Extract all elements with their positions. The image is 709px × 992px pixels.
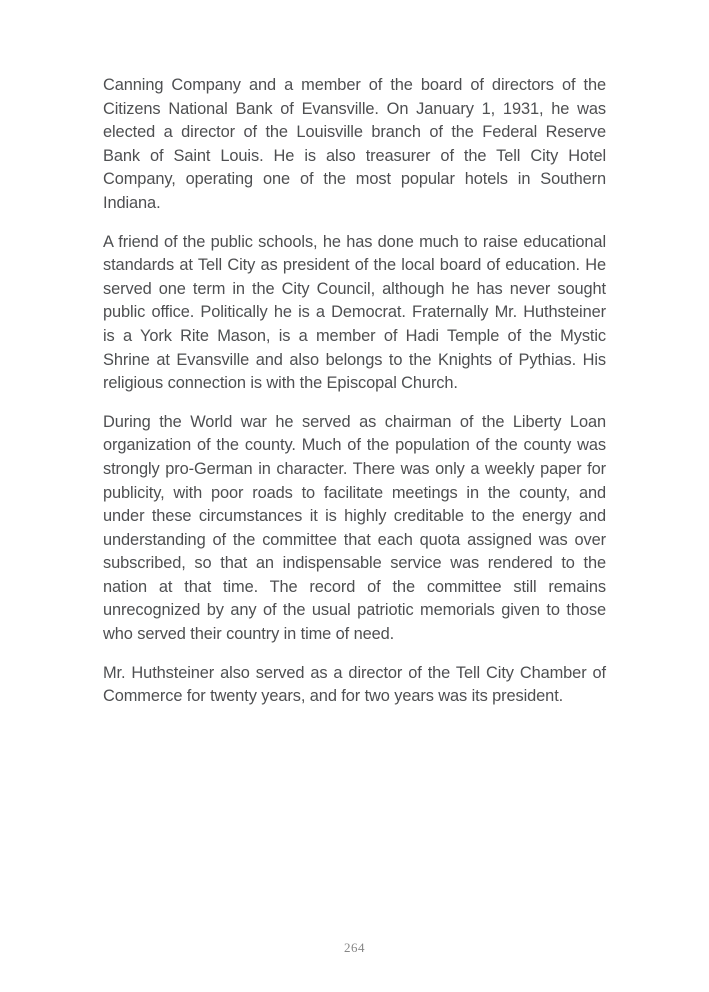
body-text <box>103 74 606 724</box>
paragraph-2: A friend of the public schools, he has done much to raise educational standards at Tell City as president of the local board of education. He served one term in the City Council, although he has never sought public office. Politically he is a Democrat. Fraternally Mr. Huthsteiner is a York Rite Mason, is a member of Hadi Temple of the Mystic Shrine at Evansville and also belongs to the Knights of Pythias. His religious connection is with the Episcopal Church. <box>103 232 606 393</box>
paragraph-1: Canning Company and a member of the board of directors of the Citizens National Bank of Evansville. On January 1, 1931, he was elected a director of the Louisville branch of the Federal Reserve Bank of Saint Louis. He is also treasurer of the Tell City Hotel Company, operating one of the most popular hotels in Southern Indiana. <box>103 76 606 212</box>
paragraph-3: During the World war he served as chairman of the Liberty Loan organization of the county. Much of the population of the county was strongly pro-German in character. There was only a weekly paper for publicity, with poor roads to facilitate meetings in the county, and under these circumstances it is highly creditable to the energy and understanding of the committee that each quota assigned was over subscribed, so that an indispensable service was rendered to the nation at that time. The record of the committee still remains unrecognized by any of the usual patriotic memorials given to those who served their country in time of need. <box>103 412 606 644</box>
page-number: 264 <box>344 940 365 955</box>
page-footer <box>0 939 709 957</box>
paragraph-4: Mr. Huthsteiner also served as a director of the Tell City Chamber of Commerce for twenty years, and for two years was its president. <box>103 663 606 706</box>
